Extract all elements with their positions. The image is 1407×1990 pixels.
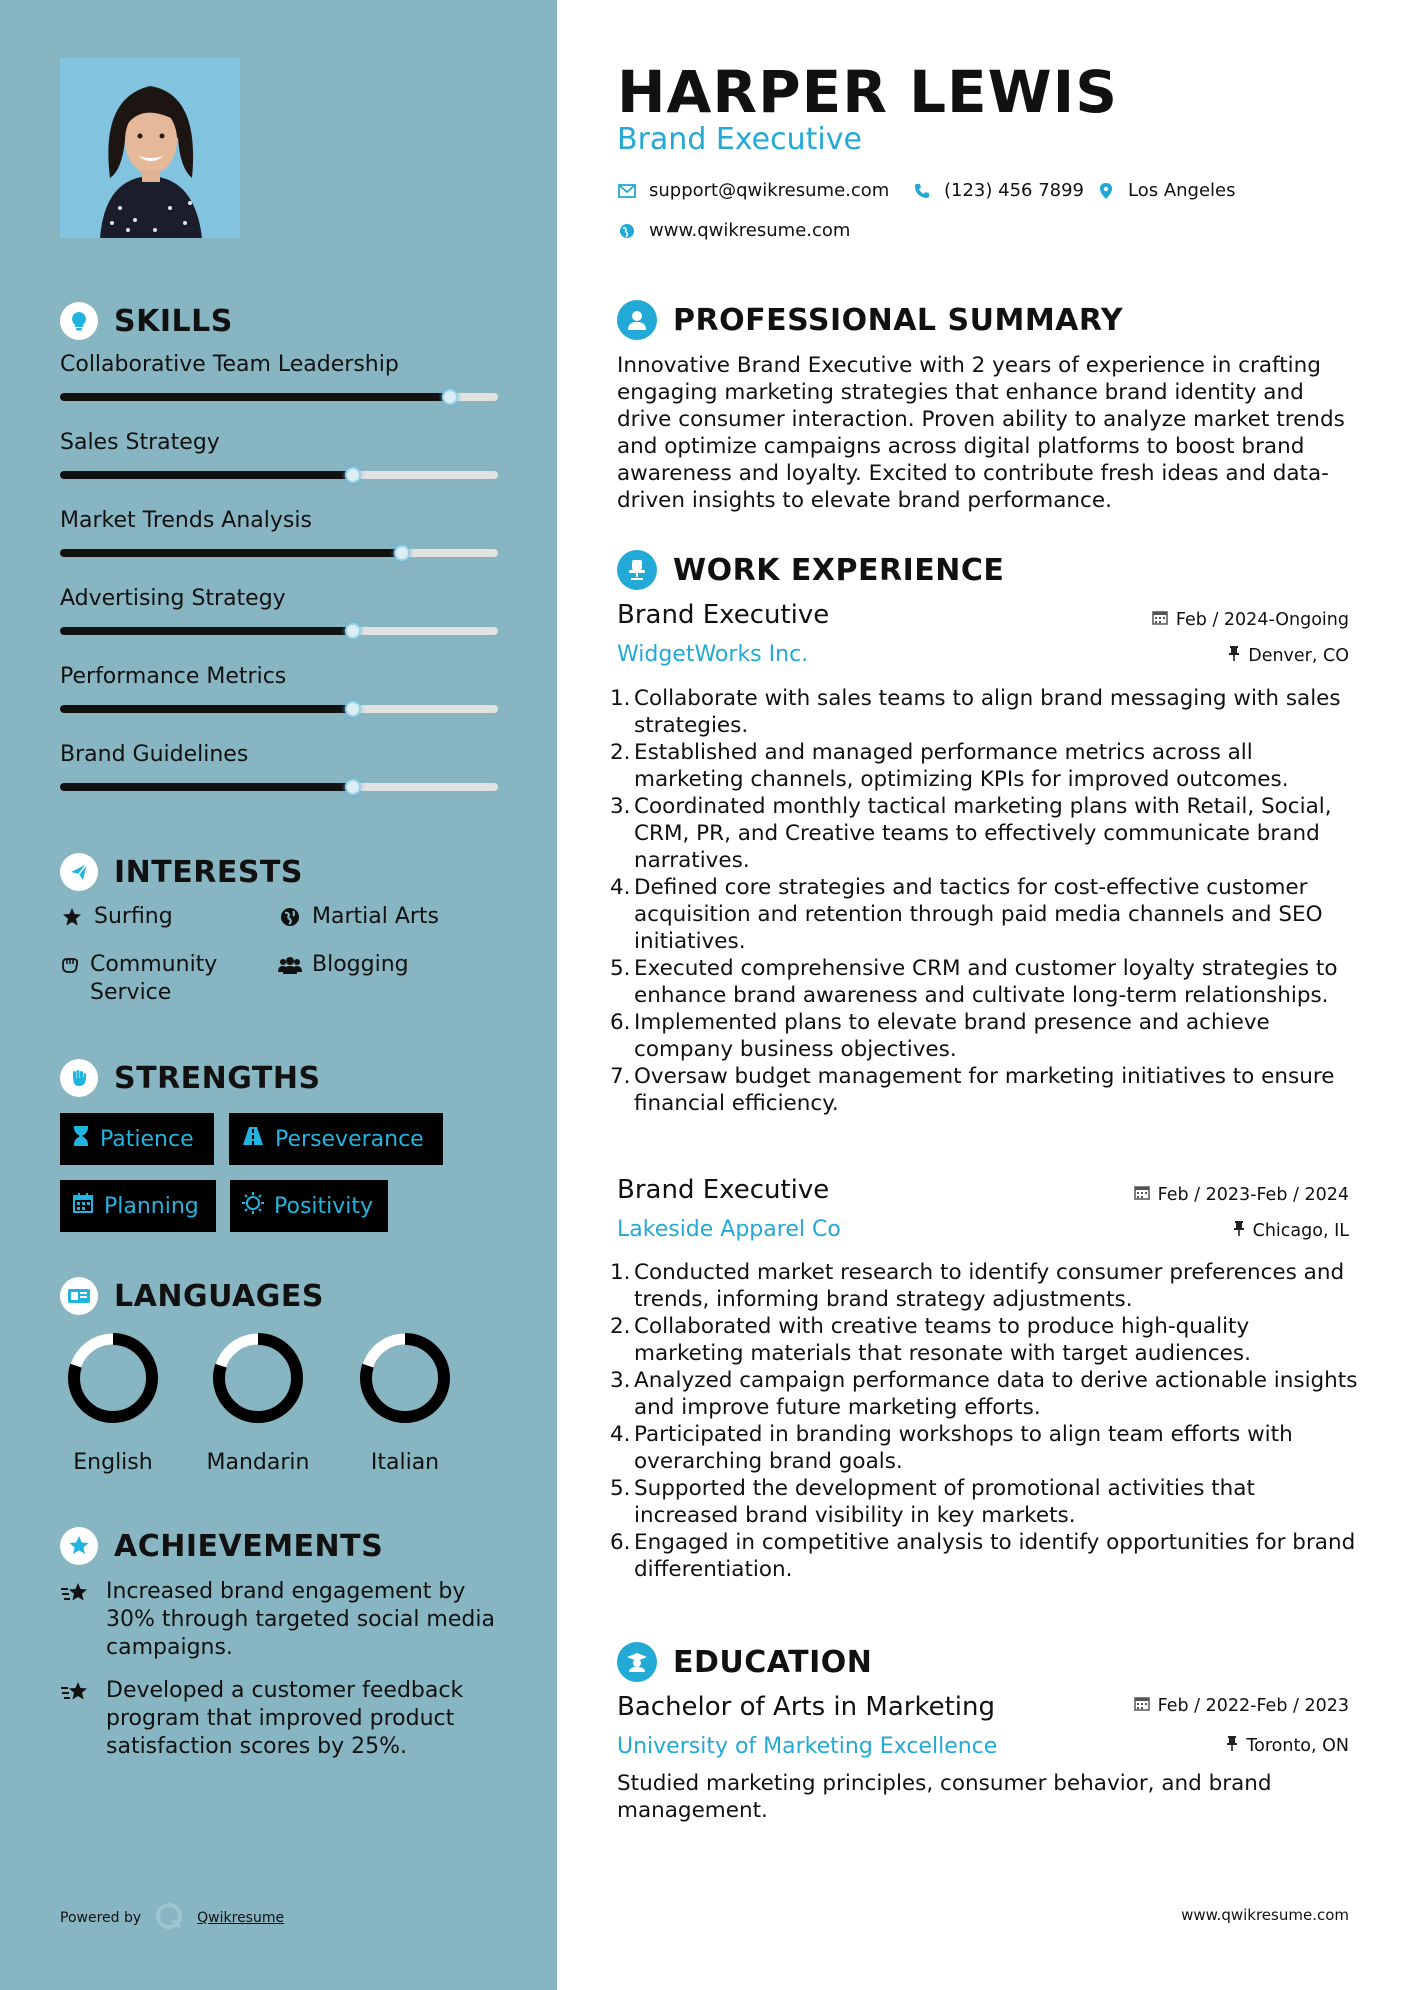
list-item: 1. Conducted market research to identify consumer preferences and trends, informing brand strategy adjustments. — [610, 1259, 1358, 1313]
bullet-text: Coordinated monthly tactical marketing plans with Retail, Social, CRM, PR, and Creative teams to effectively communicate brand narratives. — [634, 794, 1332, 873]
skill-bar-fill — [60, 549, 402, 557]
paper-plane-icon — [60, 853, 98, 891]
interests-header — [60, 853, 303, 891]
bullet-text: Established and managed performance metrics across all marketing channels, optimizing KPIs for improved outcomes. — [634, 740, 1289, 792]
job-location-text: Chicago, IL — [1252, 1220, 1349, 1241]
skill-bar-fill — [60, 393, 450, 401]
skill-bar — [60, 471, 498, 479]
interest-item — [60, 903, 173, 931]
skill-bar-fill — [60, 705, 353, 713]
skill-bar — [60, 783, 498, 791]
shooting-star-icon — [60, 1677, 94, 1761]
job-dates — [1134, 1184, 1349, 1205]
job-location-text: Denver, CO — [1248, 645, 1349, 666]
achievement-text: Developed a customer feedback program that improved product satisfaction scores by 25%. — [106, 1678, 464, 1759]
skill-item — [60, 508, 498, 557]
language-donut — [198, 1328, 318, 1428]
skill-bar — [60, 393, 498, 401]
language-donut — [345, 1328, 465, 1428]
strength-label: Patience — [100, 1126, 194, 1152]
education-dates-text: Feb / 2022-Feb / 2023 — [1157, 1695, 1349, 1716]
location-text: Los Angeles — [1128, 180, 1236, 201]
skill-bar-fill — [60, 783, 353, 791]
skills-title: SKILLS — [114, 303, 233, 339]
strength-tag — [229, 1113, 443, 1165]
skill-item — [60, 742, 498, 791]
bullet-text: Supported the development of promotional activities that increased brand visibility in key markets. — [634, 1476, 1255, 1528]
qwikresume-logo-icon — [155, 1902, 183, 1934]
envelope-icon — [617, 181, 637, 201]
skill-bar — [60, 627, 498, 635]
skill-bar-knob — [345, 623, 361, 639]
achievement-item — [60, 1578, 500, 1662]
interest-label: Blogging — [312, 952, 409, 977]
strength-label: Planning — [104, 1193, 199, 1219]
contact-phone — [912, 180, 1084, 201]
bullet-text: Executed comprehensive CRM and customer loyalty strategies to enhance brand awareness and cultivate long-term relationships. — [634, 956, 1338, 1008]
list-item: 4. Defined core strategies and tactics for cost-effective customer acquisition and retention through paid media channels and SEO initiatives. — [610, 874, 1358, 955]
job-dates-text: Feb / 2024-Ongoing — [1175, 609, 1349, 630]
interest-label: Surfing — [94, 904, 173, 929]
list-item: 5. Executed comprehensive CRM and customer loyalty strategies to enhance brand awareness and cultivate long-term relationships. — [610, 955, 1358, 1009]
interest-item — [60, 951, 250, 1007]
job-title: Brand Executive — [617, 1175, 830, 1205]
phone-text: (123) 456 7899 — [944, 180, 1085, 201]
road-icon — [241, 1126, 265, 1152]
skill-bar-knob — [345, 779, 361, 795]
phone-icon — [912, 181, 932, 201]
summary-text: Innovative Brand Executive with 2 years of experience in crafting engaging marketing strategies that enhance brand identity and drive consumer interaction. Proven ability to analyze market trends and optimize campaigns across digital platforms to boost brand awareness and loyalty. Excited to contribute fresh ideas and data-driven insights to elevate brand performance. — [617, 353, 1345, 513]
language-label: Italian — [370, 1450, 440, 1475]
job-location — [1228, 645, 1349, 666]
skill-label: Brand Guidelines — [60, 742, 249, 767]
bullet-text: Implemented plans to elevate brand presence and achieve company business objectives. — [634, 1010, 1270, 1062]
list-item: 3. Coordinated monthly tactical marketing plans with Retail, Social, CRM, PR, and Creative teams to effectively communicate brand narratives. — [610, 793, 1358, 874]
interest-item — [278, 951, 409, 979]
pushpin-icon — [1226, 1735, 1238, 1756]
bullet-text: Participated in branding workshops to align team efforts with overarching brand goals. — [634, 1422, 1293, 1474]
donut-hole — [227, 1347, 289, 1409]
strength-tag — [60, 1180, 216, 1232]
skill-bar-knob — [345, 701, 361, 717]
achievements-title: ACHIEVEMENTS — [114, 1528, 384, 1564]
skill-label: Performance Metrics — [60, 664, 287, 689]
list-item: 5. Supported the development of promotional activities that increased brand visibility in key markets. — [610, 1475, 1358, 1529]
list-item: 2. Collaborated with creative teams to produce high-quality marketing materials that resonate with target audiences. — [610, 1313, 1358, 1367]
calendar-icon — [72, 1192, 94, 1220]
users-icon — [278, 951, 302, 979]
job-dates-text: Feb / 2023-Feb / 2024 — [1157, 1184, 1349, 1205]
bullet-text: Collaborated with creative teams to produce high-quality marketing materials that resonate with target audiences. — [634, 1314, 1251, 1366]
skill-label: Advertising Strategy — [60, 586, 286, 611]
degree-title: Bachelor of Arts in Marketing — [617, 1692, 995, 1722]
profile-photo — [60, 58, 240, 238]
shooting-star-icon — [60, 1578, 94, 1662]
sun-icon — [242, 1192, 264, 1220]
strength-label: Perseverance — [275, 1126, 424, 1152]
skill-bar-knob — [442, 389, 458, 405]
hand-icon — [60, 951, 80, 979]
contact-website — [617, 220, 850, 241]
skill-label: Market Trends Analysis — [60, 508, 312, 533]
achievement-item — [60, 1677, 500, 1761]
fist-icon — [60, 1059, 98, 1097]
email-link[interactable]: support@qwikresume.com — [649, 180, 890, 201]
interests-title: INTERESTS — [114, 854, 303, 890]
achievement-text: Increased brand engagement by 30% through targeted social media campaigns. — [106, 1579, 495, 1660]
list-item: 6. Engaged in competitive analysis to identify opportunities for brand differentiation. — [610, 1529, 1358, 1583]
calendar-icon — [1152, 609, 1168, 630]
job-bullets — [610, 685, 1358, 1117]
list-item: 7. Oversaw budget management for marketing initiatives to ensure financial efficiency. — [610, 1063, 1358, 1117]
job-company: WidgetWorks Inc. — [617, 642, 809, 667]
powered-by — [60, 1902, 284, 1934]
graduate-icon — [617, 1642, 657, 1682]
skill-item — [60, 352, 498, 401]
strength-label: Positivity — [274, 1193, 374, 1219]
skill-item — [60, 586, 498, 635]
list-item: 2. Established and managed performance metrics across all marketing channels, optimizing KPIs for improved outcomes. — [610, 739, 1358, 793]
strength-tag — [230, 1180, 388, 1232]
job-title: Brand Executive — [617, 600, 830, 630]
language-item — [198, 1328, 318, 1475]
calendar-icon — [1134, 1695, 1150, 1716]
list-item: 3. Analyzed campaign performance data to derive actionable insights and improve future marketing efforts. — [610, 1368, 1358, 1420]
powered-brand-link[interactable]: Qwikresume — [197, 1910, 285, 1926]
website-link[interactable]: www.qwikresume.com — [649, 220, 851, 241]
list-item: 6. Implemented plans to elevate brand presence and achieve company business objectives. — [610, 1009, 1358, 1063]
map-pin-icon — [1096, 181, 1116, 201]
footer-website-link[interactable]: www.qwikresume.com — [1181, 1906, 1349, 1924]
hourglass-icon — [72, 1125, 90, 1153]
job-dates — [1152, 609, 1349, 630]
summary-title: PROFESSIONAL SUMMARY — [673, 302, 1124, 338]
summary-header — [617, 300, 1123, 340]
sidebar — [0, 0, 557, 1990]
candidate-name: HARPER LEWIS — [617, 58, 1118, 126]
skill-bar — [60, 549, 498, 557]
achievements-header — [60, 1527, 383, 1565]
pushpin-icon — [1233, 1220, 1245, 1241]
skill-bar-fill — [60, 627, 353, 635]
language-label: English — [73, 1450, 153, 1475]
strength-tag — [60, 1113, 214, 1165]
bullet-text: Collaborate with sales teams to align brand messaging with sales strategies. — [634, 686, 1341, 738]
bullet-text: Analyzed campaign performance data to derive actionable insights and improve future marketing efforts. — [634, 1368, 1358, 1420]
globe-icon — [278, 903, 302, 931]
star-icon — [60, 903, 84, 931]
strengths-header — [60, 1059, 321, 1097]
skill-item — [60, 430, 498, 479]
strengths-title: STRENGTHS — [114, 1060, 321, 1096]
skill-label: Collaborative Team Leadership — [60, 352, 399, 377]
bullet-text: Conducted market research to identify consumer preferences and trends, informing brand strategy adjustments. — [634, 1260, 1345, 1312]
languages-header — [60, 1277, 324, 1315]
bullet-text: Oversaw budget management for marketing initiatives to ensure financial efficiency. — [634, 1064, 1335, 1116]
powered-prefix: Powered by — [60, 1910, 142, 1926]
skill-label: Sales Strategy — [60, 430, 220, 455]
language-item — [345, 1328, 465, 1475]
office-chair-icon — [617, 550, 657, 590]
skills-header — [60, 302, 233, 340]
contact-email — [617, 180, 889, 201]
job-bullets — [610, 1259, 1358, 1583]
interest-label: Community Service — [90, 952, 218, 1005]
education-description: Studied marketing principles, consumer behavior, and brand management. — [617, 1771, 1272, 1823]
job-location — [1233, 1220, 1349, 1241]
language-card-icon — [60, 1277, 98, 1315]
globe-icon — [617, 221, 637, 241]
education-dates — [1134, 1695, 1349, 1716]
interest-item — [278, 903, 439, 931]
skill-bar-fill — [60, 471, 353, 479]
education-title: EDUCATION — [673, 1644, 873, 1680]
star-badge-icon — [60, 1527, 98, 1565]
donut-hole — [82, 1347, 144, 1409]
user-icon — [617, 300, 657, 340]
list-item: 1. Collaborate with sales teams to align brand messaging with sales strategies. — [610, 685, 1358, 739]
lightbulb-icon — [60, 302, 98, 340]
skill-bar-knob — [345, 467, 361, 483]
calendar-icon — [1134, 1184, 1150, 1205]
education-header — [617, 1642, 872, 1682]
job-company: Lakeside Apparel Co — [617, 1217, 841, 1242]
language-label: Mandarin — [206, 1450, 310, 1475]
interest-label: Martial Arts — [312, 904, 440, 929]
skill-bar — [60, 705, 498, 713]
work-header — [617, 550, 1004, 590]
skill-item — [60, 664, 498, 713]
education-location — [1226, 1735, 1349, 1756]
candidate-role: Brand Executive — [617, 122, 862, 157]
school-name: University of Marketing Excellence — [617, 1734, 998, 1759]
work-title: WORK EXPERIENCE — [673, 552, 1005, 588]
language-item — [53, 1328, 173, 1475]
skill-bar-knob — [394, 545, 410, 561]
pushpin-icon — [1228, 645, 1240, 666]
donut-hole — [374, 1347, 436, 1409]
contact-location — [1096, 180, 1236, 201]
bullet-text: Defined core strategies and tactics for cost-effective customer acquisition and retention through paid media channels and SEO initiatives. — [634, 875, 1323, 954]
languages-title: LANGUAGES — [114, 1278, 324, 1314]
bullet-text: Engaged in competitive analysis to identify opportunities for brand differentiation. — [634, 1530, 1356, 1582]
list-item: 4. Participated in branding workshops to align team efforts with overarching brand goals. — [610, 1421, 1358, 1475]
education-location-text: Toronto, ON — [1246, 1735, 1349, 1756]
language-donut — [53, 1328, 173, 1428]
